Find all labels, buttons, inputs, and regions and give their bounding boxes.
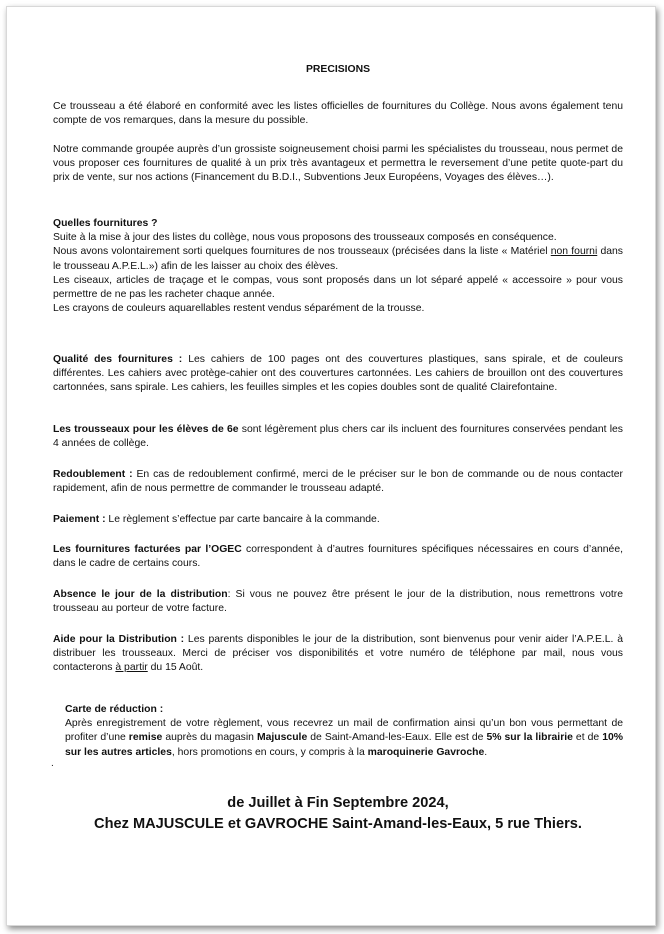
- intro-paragraph-2: Notre commande groupée auprès d’un grossiste soigneusement choisi parmi les spécialistes du trousseau, nous permet de vous proposer ces fournitures de qualité à un prix très avantageux et permettra le reversement d’une petite quote-part du prix de vente, sur nos actions (Financement du B.D.I., Subventions Jeux Européens, Voyages des élèves…).: [53, 144, 623, 184]
- intro-paragraph-1: Ce trousseau a été élaboré en conformité avec les listes officielles de fournitures du Collège. Nous avons également tenu compte de vos remarques, dans la mesure du possible.: [53, 101, 623, 127]
- section-aide: Aide pour la Distribution : Les parents disponibles le jour de la distribution, sont bienvenus pour venir aider l’A.P.E.L. à distribuer les trousseaux. Merci de préciser vos disponibilités et votre numéro de téléphone par mail, nous vous contacterons à partir du 15 Août.: [53, 634, 623, 674]
- section-label: Qualité des fournitures :: [53, 354, 183, 365]
- footer-announcement: [53, 793, 623, 835]
- stray-dot: .: [51, 758, 54, 769]
- section-label: Les fournitures facturées par l’OGEC: [53, 544, 242, 555]
- section-heading: Quelles fournitures ?: [53, 218, 158, 229]
- section-sixieme: Les trousseaux pour les élèves de 6e sont légèrement plus chers car ils incluent des fournitures conservées pendant les 4 années de collège.: [53, 424, 623, 450]
- section-ogec: Les fournitures facturées par l’OGEC correspondent à d’autres fournitures spécifiques nécessaires en cours d’année, dans le cadre de certains cours.: [53, 544, 623, 570]
- footer-dates: de Juillet à Fin Septembre 2024,: [227, 795, 449, 811]
- quelles-line2: Nous avons volontairement sorti quelques fournitures de nos trousseaux (précisées dans la liste « Matériel non fourni dans le trousseau A.P.E.L.») afin de les laisser au choix des élèves.: [53, 246, 623, 272]
- section-label: Redoublement :: [53, 469, 133, 480]
- page-title: PRECISIONS: [305, 64, 371, 75]
- section-paiement: Paiement : Le règlement s’effectue par carte bancaire à la commande.: [53, 514, 380, 525]
- carte-text: Après enregistrement de votre règlement, vous recevrez un mail de confirmation ainsi qu’un bon vous permettant de profiter d’une remise auprès du magasin Majuscule de Saint-Amand-les-Eaux. Elle est de 5% sur la librairie et de 10% sur les autres articles, hors promotions en cours, y compris à la maroquinerie Gavroche.: [65, 718, 623, 758]
- section-label: Absence le jour de la distribution: [53, 589, 228, 600]
- section-absence: Absence le jour de la distribution: Si vous ne pouvez être présent le jour de la distribution, nous remettrons votre trousseau au porteur de votre facture.: [53, 589, 623, 615]
- section-carte-reduction: [65, 703, 623, 760]
- document-page: [6, 6, 656, 926]
- section-label: Aide pour la Distribution :: [53, 634, 185, 645]
- section-redoublement: Redoublement : En cas de redoublement confirmé, merci de le préciser sur le bon de commande ou de nous contacter rapidement, afin de nous permettre de commander le trousseau adapté.: [53, 469, 623, 495]
- section-heading: Carte de réduction :: [65, 704, 164, 715]
- section-qualite: Qualité des fournitures : Les cahiers de 100 pages ont des couvertures plastiques, sans spirale, et de couleurs différentes. Les cahiers avec protège-cahier ont des couvertures cartonnées. Les cahiers de brouillon ont des couvertures cartonnées, sans spirale. Les cahiers, les feuilles simples et les copies doubles sont de qualité Clairefontaine.: [53, 354, 623, 394]
- footer-location: Chez MAJUSCULE et GAVROCHE Saint-Amand-les-Eaux, 5 rue Thiers.: [94, 816, 582, 832]
- section-quelles-fournitures: Quelles fournitures ? Suite à la mise à jour des listes du collège, nous vous proposons des trousseaux composés en conséquence. Nous avons volontairement sorti quelques fournitures de nos trousseaux (précisées dans la liste « Matériel non fourni dans le trousseau A.P.E.L.») afin de les laisser au choix des élèves. Les ciseaux, articles de traçage et le compas, vous sont proposés dans un lot séparé appelé « accessoire » pour vous permettre de ne pas les racheter chaque année. Les crayons de couleurs aquarellables restent vendus séparément de la trousse.: [53, 218, 623, 315]
- section-label: Les trousseaux pour les élèves de 6e: [53, 424, 239, 435]
- section-label: Paiement :: [53, 514, 106, 525]
